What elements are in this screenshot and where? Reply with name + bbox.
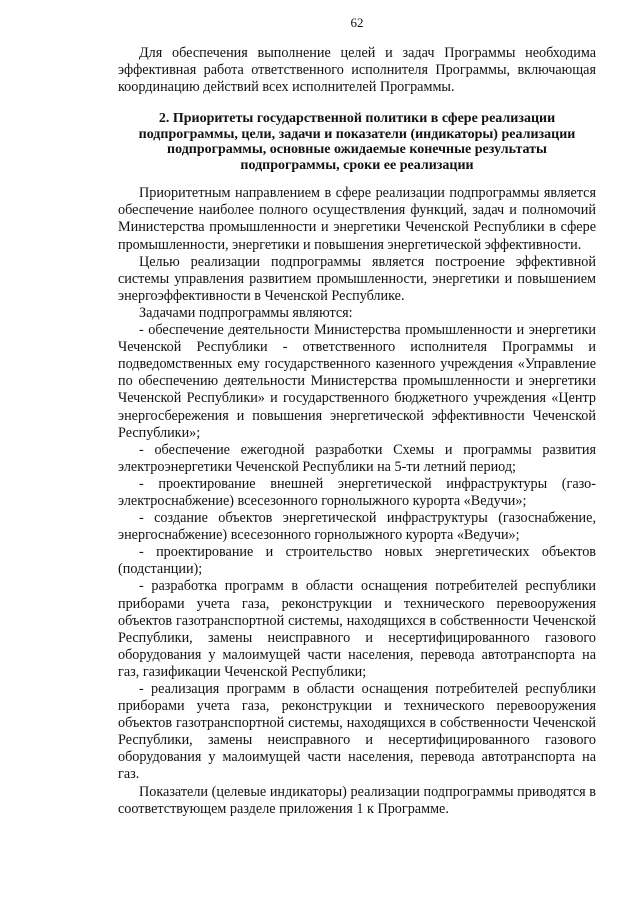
section-heading-line-1: 2. Приоритеты государственной политики в сфере реализации [158, 111, 556, 127]
document-body [118, 45, 596, 818]
page-number: 62 [350, 15, 364, 30]
goal-paragraph: Целью реализации подпрограммы является построение эффективной системы управления развитием промышленности, энергетики и повышением энергоэффективности в Чеченской Республике. [118, 253, 596, 304]
task-item-2: - обеспечение ежегодной разработки Схемы и программы развития электроэнергетики Чеченской Республики на 5-ти летний период; [118, 441, 596, 475]
task-item-6: - разработка программ в области оснащения потребителей республики приборами учета газа, реконструкции и технического перевооружения объектов газотранспортной системы, находящихся в собственности Чеченской Республики, замены неисправного и несертифицированного газового оборудования у малоимущей части населения, перевода автотранспорта на газ, газификации Чеченской Республики; [118, 578, 596, 680]
task-item-3: - проектирование внешней энергетической инфраструктуры (газо-электроснабжение) всесезонного горнолыжного курорта «Ведучи»; [118, 475, 596, 509]
task-item-1: - обеспечение деятельности Министерства промышленности и энергетики Чеченской Республики - ответственного исполнителя Программы и подведомственных ему государственного казенного учреждения «Управление по обеспечению деятельности Министерства промышленности и энергетики Чеченской Республики» и государственного бюджетного учреждения «Центр энергосбережения и повышения энергетической эффективности Чеченской Республики»; [118, 322, 596, 441]
section-heading [118, 111, 596, 173]
section-heading-line-3: подпрограммы, основные ожидаемые конечные результаты [167, 142, 547, 158]
section-heading-line-4: подпрограммы, сроки ее реализации [240, 157, 474, 173]
priority-paragraph: Приоритетным направлением в сфере реализации подпрограммы является обеспечение наиболее полного осуществления функций, задач и полномочий Министерства промышленности и энергетики Чеченской Республики в сфере промышленности, энергетики и повышения энергетической эффективности. [118, 185, 596, 253]
task-item-4: - создание объектов энергетической инфраструктуры (газоснабжение, энергоснабжение) всесезонного горнолыжного курорта «Ведучи»; [118, 510, 596, 544]
section-heading-line-2: подпрограммы, цели, задачи и показатели (индикаторы) реализации [138, 126, 576, 142]
tasks-intro: Задачами подпрограммы являются: [139, 304, 353, 321]
task-item-5: - проектирование и строительство новых энергетических объектов (подстанции); [118, 544, 596, 578]
task-item-7: - реализация программ в области оснащения потребителей республики приборами учета газа, реконструкции и технического перевооружения объектов газотранспортной системы, находящихся в собственности Чеченской Республики, замены неисправного и несертифицированного газового оборудования у малоимущей части населения, перевода автотранспорта на газ. [118, 681, 596, 783]
intro-paragraph: Для обеспечения выполнение целей и задач Программы необходима эффективная работа ответственного исполнителя Программы, включающая координацию действий всех исполнителей Программы. [118, 45, 596, 96]
indicators-paragraph: Показатели (целевые индикаторы) реализации подпрограммы приводятся в соответствующем разделе приложения 1 к Программе. [118, 783, 596, 817]
